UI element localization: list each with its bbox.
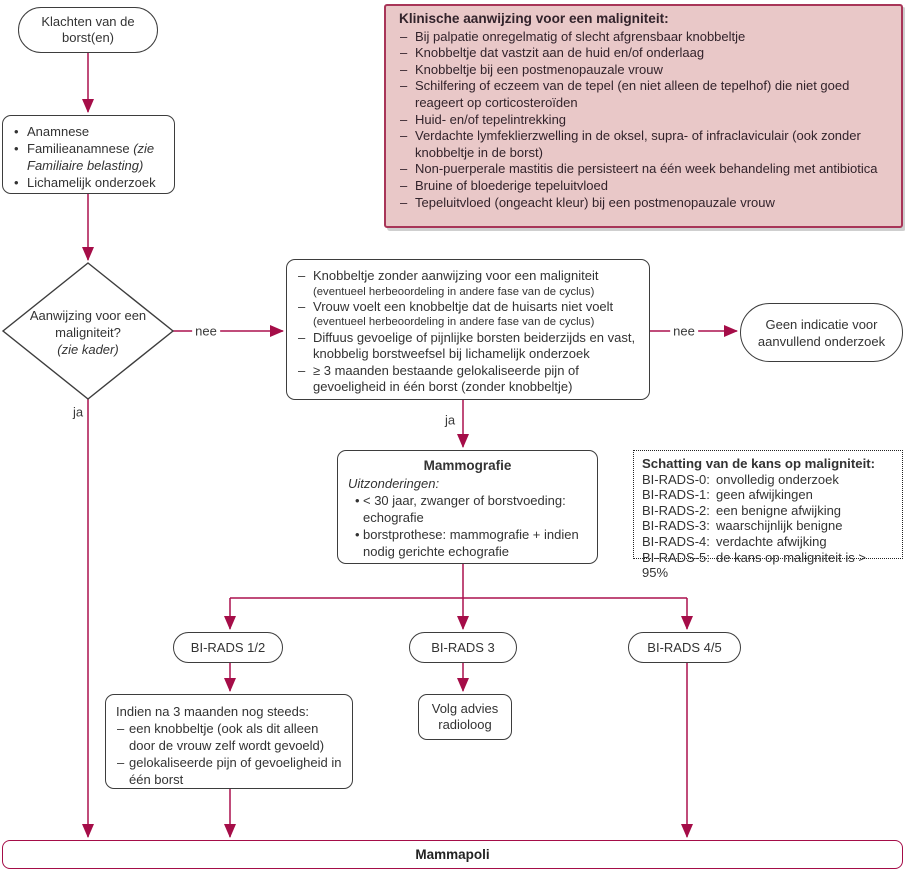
birads-legend-row: BI-RADS-2: een benigne afwijking [642,502,842,518]
mammografie-item: • borstprothese: mammografie + indien nodig gerichte echografie [348,526,587,560]
three-months-list [116,720,342,788]
edge-label-nee-criteria: nee [192,324,220,339]
clinical-warning-item: – Tepeluitvloed (ongeacht kleur) bij een postmenopauzale vrouw [399,195,888,212]
criteria-item: – ≥ 3 maanden bestaande gelokaliseerde pijn of gevoeligheid in één borst (zonder knobbeltje) [297,363,639,396]
criteria-box [286,259,650,400]
three-months-box [105,694,353,789]
birads-3-pill [409,632,517,663]
decision-question: Aanwijzing voor een maligniteit? [29,308,147,340]
birads-legend-row: BI-RADS-1: geen afwijkingen [642,487,813,503]
mammografie-list [348,492,587,560]
decision-hint: (zie kader) [57,342,119,357]
birads-45-pill [628,632,741,663]
edge-label-ja-mammapoli: ja [70,405,86,420]
birads-legend-row: BI-RADS-0: onvolledig onderzoek [642,471,839,487]
no-indication-label: Geen indicatie voor aanvullend onderzoek [757,316,886,349]
criteria-item: – Knobbeltje zonder aanwijzing voor een maligniteit (eventueel herbeoordeling in andere fase van de cyclus) [297,268,639,299]
clinical-warning-box [384,4,903,228]
clinical-warning-item: – Non-puerperale mastitis die persisteert na één week behandeling met antibiotica [399,161,888,178]
mammografie-subtitle: Uitzonderingen: [348,476,440,491]
birads-legend-row: BI-RADS-4: verdachte afwijking [642,533,827,549]
three-months-item: – gelokaliseerde pijn of gevoeligheid in één borst [116,754,342,788]
three-months-title: Indien na 3 maanden nog steeds: [116,704,309,719]
birads-3-label: BI-RADS 3 [431,640,495,655]
criteria-list [297,268,639,396]
birads-12-label: BI-RADS 1/2 [190,640,266,655]
edge-label-nee-no-indication: nee [670,324,698,339]
clinical-warning-item: – Bij palpatie onregelmatig of slecht afgrensbaar knobbeltje [399,29,888,46]
three-months-item: – een knobbeltje (ook als dit alleen door de vrouw zelf wordt gevoeld) [116,720,342,754]
clinical-warning-list [399,29,888,212]
decision-diamond-label [8,307,168,358]
no-indication-node [740,303,903,362]
clinical-warning-item: – Knobbeltje dat vastzit aan de huid en/of onderlaag [399,45,888,62]
clinical-warning-item: – Huid- en/of tepelintrekking [399,112,888,129]
clinical-warning-title: Klinische aanwijzing voor een maligniteit: [399,11,669,26]
mammografie-box [337,450,598,564]
start-node-label: Klachten van de borst(en) [41,14,135,45]
birads-12-pill [173,632,283,663]
mammapoli-bar [2,840,903,869]
clinical-warning-item: – Bruine of bloederige tepeluitvloed [399,178,888,195]
intake-item: • Familieanamnese (zie Familiaire belasting) [7,140,170,174]
intake-list [7,123,170,191]
criteria-item: – Diffuus gevoelige of pijnlijke borsten beiderzijds en vast, knobbelig borstweefsel bij lichamelijk onderzoek [297,330,639,363]
intake-box [2,115,175,194]
intake-item: • Anamnese [7,123,170,140]
start-node [18,7,158,53]
clinical-warning-item: – Verdachte lymfeklierzwelling in de oksel, supra- of infraclaviculair (ook zonder knobbeltje in de borst) [399,128,888,161]
line-mammografie-branch [230,564,687,598]
mammografie-item: • < 30 jaar, zwanger of borstvoeding: echografie [348,492,587,526]
edge-label-ja-mammografie: ja [442,413,458,428]
mammografie-title: Mammografie [423,458,512,473]
clinical-warning-item: – Knobbeltje bij een postmenopauzale vrouw [399,62,888,79]
birads-legend-row: BI-RADS-3: waarschijnlijk benigne [642,518,843,534]
birads-45-label: BI-RADS 4/5 [647,640,722,655]
criteria-item: – Vrouw voelt een knobbeltje dat de huisarts niet voelt (eventueel herbeoordeling in andere fase van de cyclus) [297,299,639,330]
radiologist-label: Volg advies radioloog [431,701,499,732]
intake-item: • Lichamelijk onderzoek [7,174,170,191]
birads-legend-box [633,450,903,581]
birads-legend-list [642,472,894,581]
radiologist-box [418,694,512,740]
birads-legend-row: BI-RADS-5: de kans op maligniteit is > 95% [642,549,866,581]
birads-legend-title: Schatting van de kans op maligniteit: [642,456,876,471]
clinical-warning-item: – Schilfering of eczeem van de tepel (en niet alleen de tepelhof) die niet goed reageert op corticosteroïden [399,78,888,111]
mammapoli-label: Mammapoli [415,847,490,862]
